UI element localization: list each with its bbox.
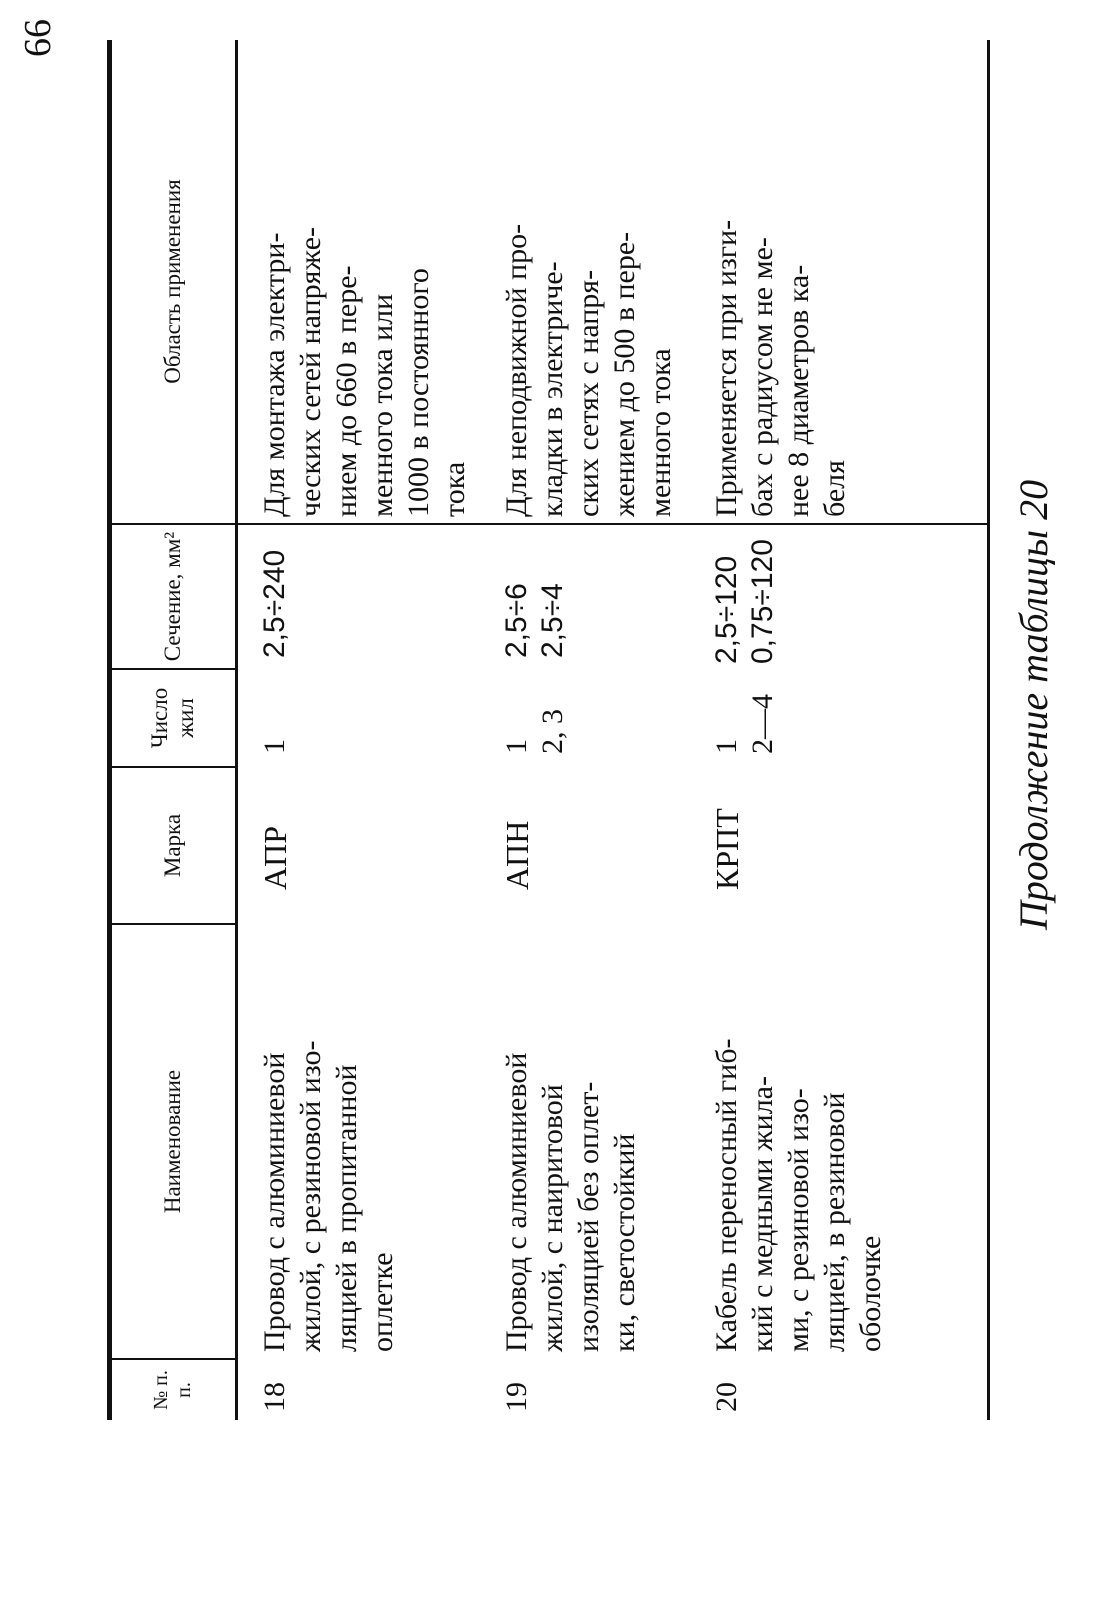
row-19-section: 2,5÷6 2,5÷4 bbox=[500, 583, 569, 658]
row-19-cores: 1 2, 3 bbox=[500, 709, 569, 754]
row-18-num: 18 bbox=[258, 1382, 291, 1412]
table-caption: Продолжение таблицы 20 bbox=[1011, 479, 1056, 930]
row-20-cores: 1 2—4 bbox=[710, 694, 779, 754]
row-20-section: 2,5÷120 0,75÷120 bbox=[710, 539, 779, 664]
row-18-section: 2,5÷240 bbox=[258, 549, 291, 658]
header-area: Область применения bbox=[159, 179, 185, 384]
row-20-mark: КРПТ bbox=[709, 808, 745, 890]
row-20-area: Применяется при изги- бах с радиусом не ме- нее 8 диаметров ка- беля bbox=[710, 219, 851, 517]
row-18-mark: АПР bbox=[257, 825, 293, 890]
header-mark: Марка bbox=[159, 813, 185, 878]
header-section: Сечение, мм² bbox=[159, 531, 185, 662]
table-bottom-rule bbox=[987, 40, 990, 1420]
row-19-mark: АПН bbox=[499, 820, 535, 890]
row-19-num: 19 bbox=[500, 1382, 533, 1412]
row-20-name: Кабель переносный гиб- кий с медными жила- ми, с резиновой изо- ляцией, в резиновой оболочке bbox=[710, 1038, 887, 1352]
row-18-cores: 1 bbox=[258, 739, 291, 754]
header-cores: Число жил bbox=[146, 687, 198, 749]
row-19-name: Провод с алюминиевой жилой, с наиритовой изоляцией без оплет- ки, светостойкий bbox=[500, 1052, 641, 1352]
row-18-area: Для монтажа электри- ческих сетей напряже- нием до 660 в пере- менного тока или 1000 в постоянного тока bbox=[258, 226, 471, 517]
row-18-name: Провод с алюминиевой жилой, с резиновой изо- ляцией в пропитанной оплетке bbox=[258, 1040, 399, 1352]
header-num: № п. п. bbox=[150, 1370, 195, 1410]
header-name: Наименование bbox=[159, 1069, 185, 1214]
row-20-num: 20 bbox=[710, 1382, 743, 1412]
row-19-area: Для неподвижной про- кладки в электриче- ских сетях с напря- жением до 500 в пере- менного тока bbox=[500, 223, 677, 517]
page-number: 66 bbox=[17, 19, 59, 57]
